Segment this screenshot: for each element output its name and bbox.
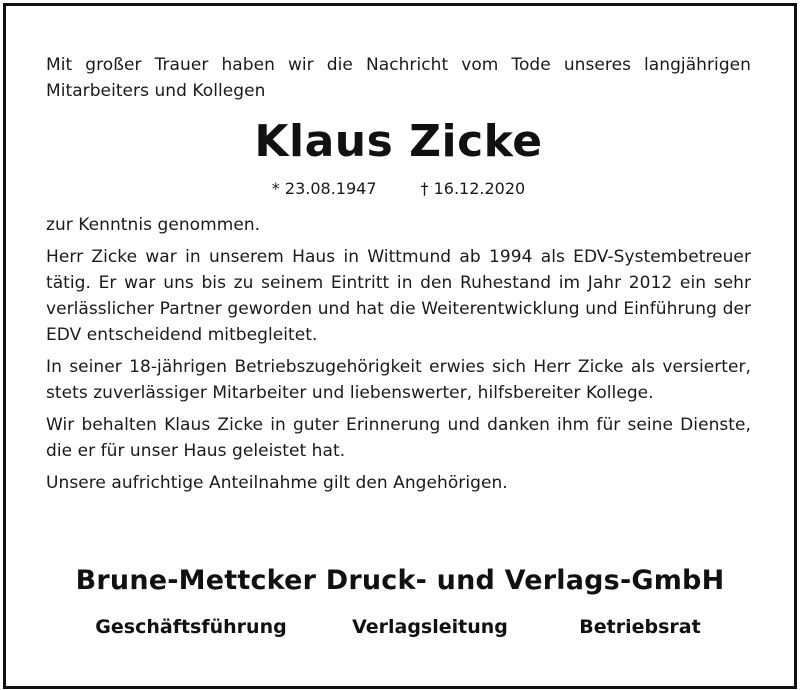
- death-date: † 16.12.2020: [420, 179, 526, 198]
- paragraph-acknowledgement: zur Kenntnis genommen.: [46, 215, 261, 235]
- notice-body: [46, 52, 751, 502]
- life-dates: [46, 178, 751, 200]
- birth-date: * 23.08.1947: [271, 179, 377, 198]
- paragraph-career: Herr Zicke war in unserem Haus in Wittmund ab 1994 als EDV-Systembetreuer tätig. Er war uns bis zu seinem Eintritt in den Ruhestand im Jahr 2012 ein sehr verlässlicher Partner geworden und hat die Weiterentwicklung und Einführung der EDV entscheidend mitbegleitet.: [46, 247, 751, 345]
- signatories: [0, 614, 800, 640]
- paragraph-tenure: In seiner 18-jährigen Betriebszugehörigkeit erwies sich Herr Zicke als versierter, stets zuverlässiger Mitarbeiter und liebenswerter, hilfsbereiter Kollege.: [46, 357, 751, 403]
- signer-publishing: Verlagsleitung: [352, 616, 508, 638]
- signer-management: Geschäftsführung: [95, 616, 287, 638]
- company-name: Brune-Mettcker Druck- und Verlags-GmbH: [75, 565, 725, 596]
- intro-text: Mit großer Trauer haben wir die Nachricht vom Tode unseres langjährigen Mitarbeiters und Kollegen: [46, 55, 751, 101]
- paragraph-remembrance: Wir behalten Klaus Zicke in guter Erinnerung und danken ihm für seine Dienste, die er für unser Haus geleistet hat.: [46, 415, 751, 461]
- deceased-name: Klaus Zicke: [254, 116, 543, 167]
- paragraph-condolence: Unsere aufrichtige Anteilnahme gilt den Angehörigen.: [46, 473, 508, 493]
- signer-works-council: Betriebsrat: [579, 616, 701, 638]
